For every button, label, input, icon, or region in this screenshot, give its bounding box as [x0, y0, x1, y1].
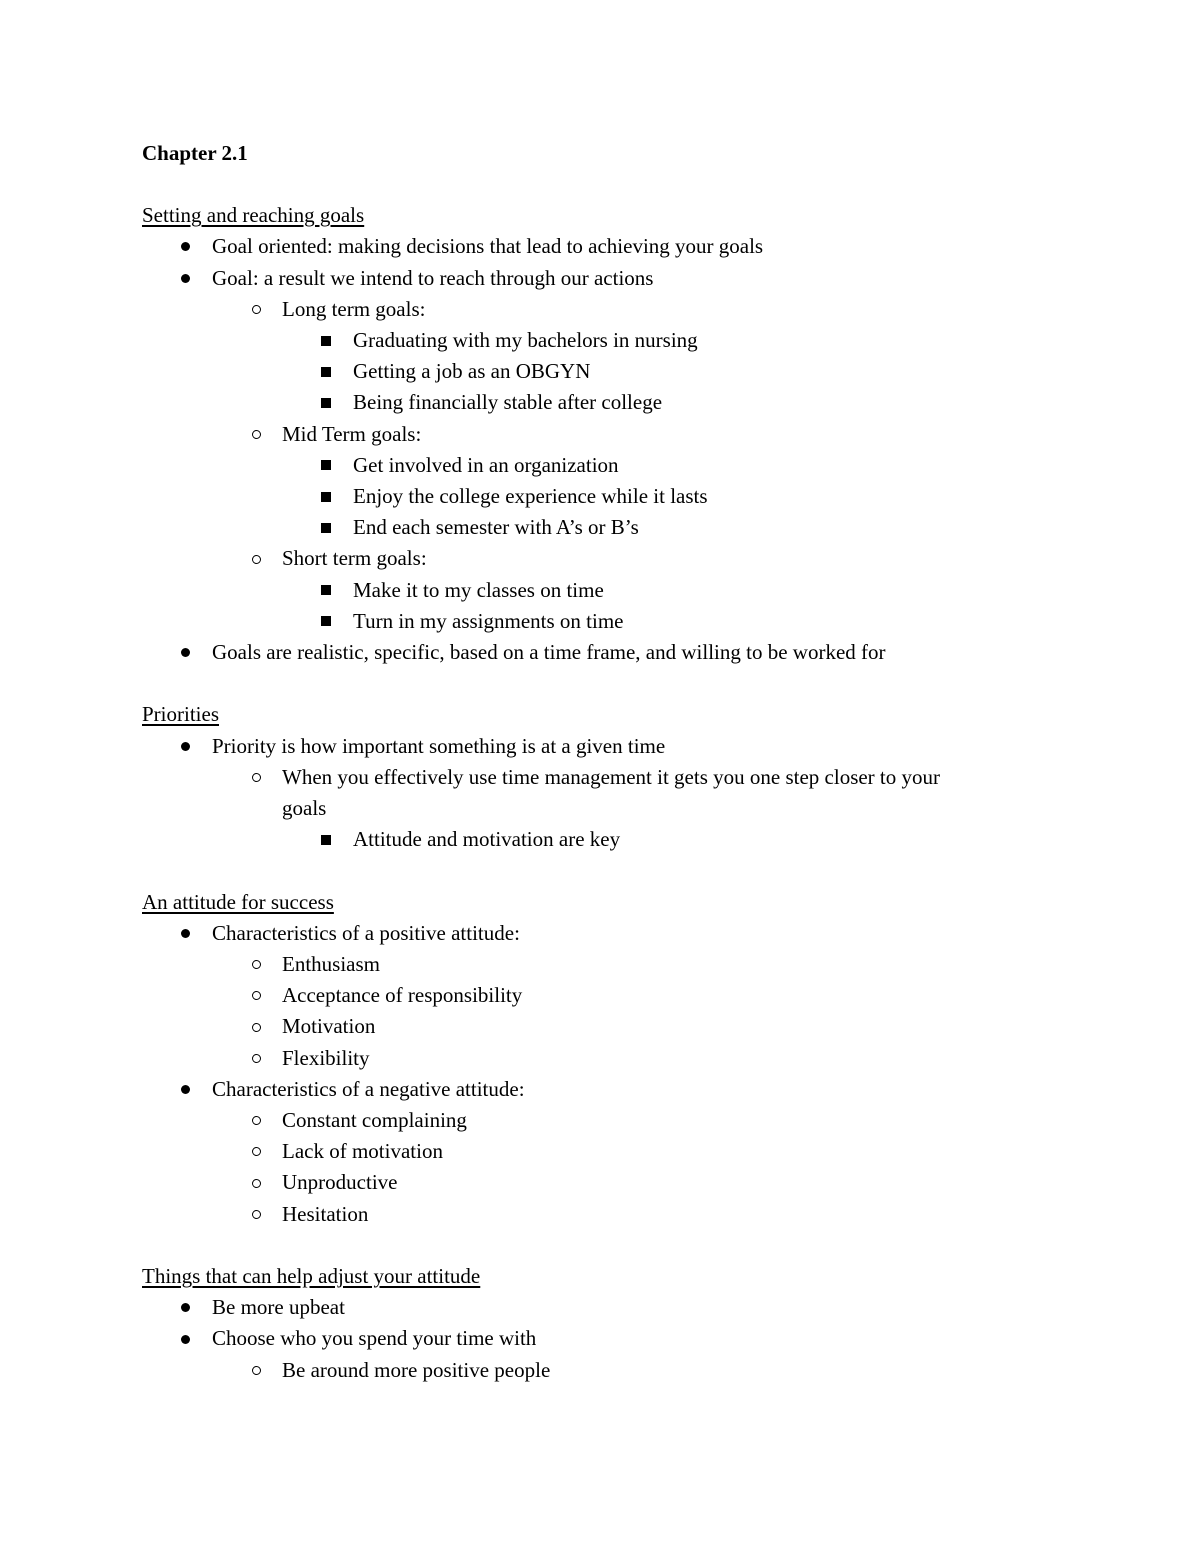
list-item: Lack of motivation — [142, 1136, 1102, 1167]
adjust-attitude-list — [142, 1292, 1102, 1386]
list-item: Be around more positive people — [142, 1355, 1102, 1386]
square-bullet-icon — [319, 325, 333, 356]
square-bullet-icon — [319, 387, 333, 418]
section-heading-attitude: An attitude for success — [142, 889, 334, 914]
circle-bullet-icon — [249, 1043, 263, 1074]
list-item: Enjoy the college experience while it lasts — [142, 481, 1102, 512]
list-item: Being financially stable after college — [142, 387, 1102, 418]
section-heading-adjust-attitude: Things that can help adjust your attitude — [142, 1264, 481, 1289]
disc-bullet-icon — [178, 731, 192, 762]
list-item: Long term goals: — [142, 294, 1102, 325]
goals-list — [142, 231, 1102, 668]
circle-bullet-icon — [249, 1011, 263, 1042]
document-page — [142, 138, 1102, 1386]
list-item: End each semester with A’s or B’s — [142, 512, 1102, 543]
list-item: Characteristics of a positive attitude: — [142, 918, 1102, 949]
disc-bullet-icon — [178, 918, 192, 949]
square-bullet-icon — [319, 481, 333, 512]
list-item: Getting a job as an OBGYN — [142, 356, 1102, 387]
square-bullet-icon — [319, 512, 333, 543]
priorities-list — [142, 731, 1102, 856]
list-item: Unproductive — [142, 1167, 1102, 1198]
disc-bullet-icon — [178, 637, 192, 668]
list-item: Goal oriented: making decisions that lead to achieving your goals — [142, 231, 1102, 262]
circle-bullet-icon — [249, 949, 263, 980]
list-item: Motivation — [142, 1011, 1102, 1042]
square-bullet-icon — [319, 356, 333, 387]
attitude-list — [142, 918, 1102, 1230]
circle-bullet-icon — [249, 1199, 263, 1230]
circle-bullet-icon — [249, 1167, 263, 1198]
page-title: Chapter 2.1 — [142, 141, 248, 165]
circle-bullet-icon — [249, 294, 263, 325]
list-item: Goal: a result we intend to reach through our actions — [142, 263, 1102, 294]
list-item: Graduating with my bachelors in nursing — [142, 325, 1102, 356]
list-item: Constant complaining — [142, 1105, 1102, 1136]
circle-bullet-icon — [249, 419, 263, 450]
circle-bullet-icon — [249, 1355, 263, 1386]
square-bullet-icon — [319, 824, 333, 855]
list-item: Attitude and motivation are key — [142, 824, 1102, 855]
list-item: Goals are realistic, specific, based on a time frame, and willing to be worked for — [142, 637, 1102, 668]
square-bullet-icon — [319, 606, 333, 637]
disc-bullet-icon — [178, 1292, 192, 1323]
list-item: Acceptance of responsibility — [142, 980, 1102, 1011]
square-bullet-icon — [319, 450, 333, 481]
list-item: Choose who you spend your time with — [142, 1323, 1102, 1354]
list-item: Hesitation — [142, 1199, 1102, 1230]
circle-bullet-icon — [249, 762, 263, 793]
list-item: Flexibility — [142, 1043, 1102, 1074]
circle-bullet-icon — [249, 543, 263, 574]
square-bullet-icon — [319, 575, 333, 606]
list-item: Enthusiasm — [142, 949, 1102, 980]
circle-bullet-icon — [249, 1136, 263, 1167]
circle-bullet-icon — [249, 1105, 263, 1136]
section-heading-goals: Setting and reaching goals — [142, 203, 365, 228]
list-item: Be more upbeat — [142, 1292, 1102, 1323]
list-item: Characteristics of a negative attitude: — [142, 1074, 1102, 1105]
list-item: Mid Term goals: — [142, 419, 1102, 450]
list-item-continuation: goals — [282, 796, 327, 821]
list-item: Turn in my assignments on time — [142, 606, 1102, 637]
list-item: When you effectively use time management it gets you one step closer to your — [142, 762, 1102, 793]
disc-bullet-icon — [178, 263, 192, 294]
disc-bullet-icon — [178, 231, 192, 262]
list-item: Make it to my classes on time — [142, 575, 1102, 606]
list-item: Get involved in an organization — [142, 450, 1102, 481]
section-heading-priorities: Priorities — [142, 702, 219, 727]
list-item: Short term goals: — [142, 543, 1102, 574]
circle-bullet-icon — [249, 980, 263, 1011]
list-item: Priority is how important something is at a given time — [142, 731, 1102, 762]
disc-bullet-icon — [178, 1074, 192, 1105]
disc-bullet-icon — [178, 1323, 192, 1354]
